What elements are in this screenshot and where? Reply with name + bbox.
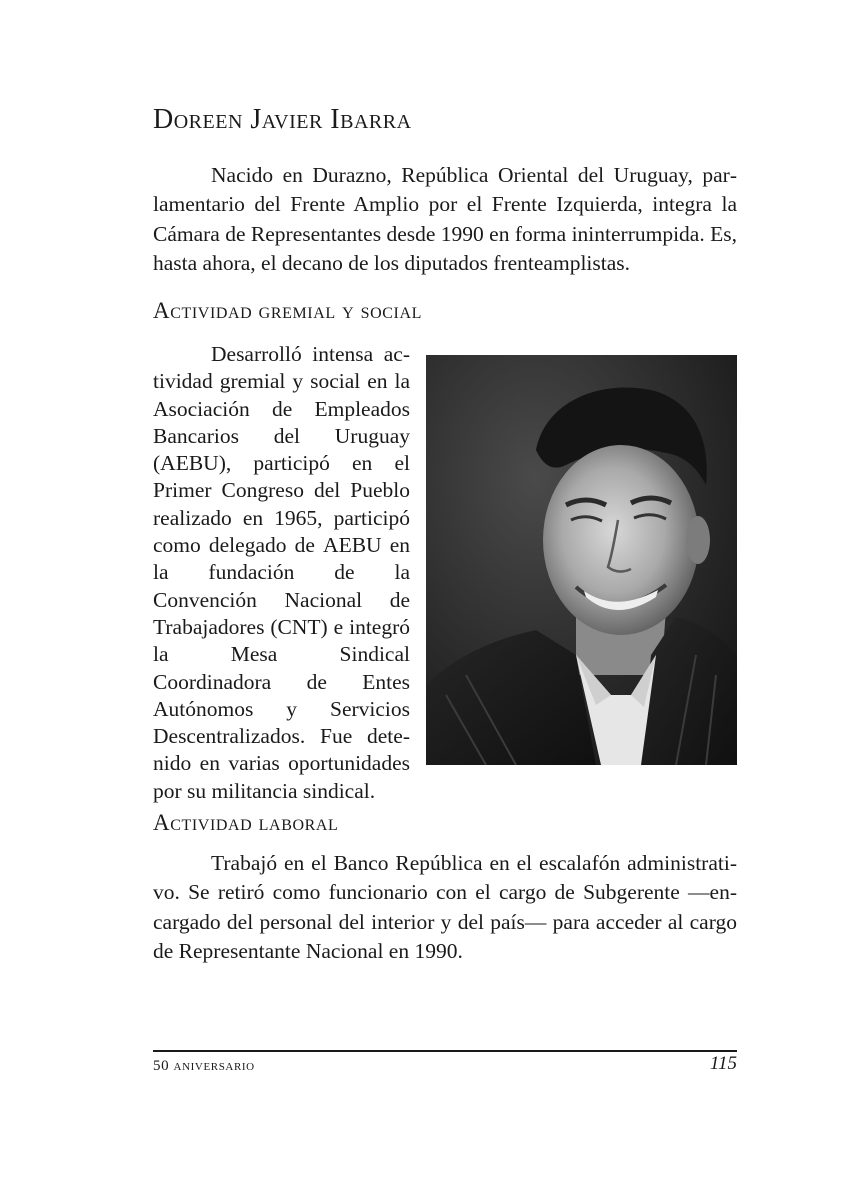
page-number: 115 xyxy=(709,1053,737,1074)
footer-divider xyxy=(153,1050,737,1052)
intro-paragraph: Nacido en Durazno, República Oriental del Uruguay, parlamentario del Frente Amplio por el Frente Izquierda, integra la Cámara de Representantes desde 1990 en forma ininterrumpida. Es, hasta ahora, el decano de los diputados frenteamplistas. xyxy=(153,163,737,276)
portrait-photo xyxy=(426,355,737,765)
gremial-acronym-cnt: CNT xyxy=(277,614,321,639)
section-heading-gremial: Actividad gremial y social xyxy=(153,298,422,323)
gremial-text-3: en la fundación de la Convención Nacional de Trabajadores ( xyxy=(153,533,410,639)
page-title: Doreen Javier Ibarra xyxy=(153,104,412,135)
gremial-acronym-aebu-2: AEBU xyxy=(323,533,382,558)
footer-running-title: 50 aniversario xyxy=(153,1058,255,1074)
gremial-text-1: Desarrolló intensa actividad gremial y social en la Asociación de Empleados Bancarios del Uruguay ( xyxy=(153,342,410,476)
section-heading-laboral: Actividad laboral xyxy=(153,810,339,835)
gremial-text-4: ) e integró la Mesa Sindical Coordinadora de Entes Autónomos y Servicios Descentralizados. Fue detenido en varias oportunidades por su militancia sindical. xyxy=(153,614,410,803)
laboral-paragraph: Trabajó en el Banco República en el escalafón administrativo. Se retiró como funcionario con el cargo de Subgerente —encargado del personal del interior y del país— para acceder al cargo de Representante Nacional en 1990. xyxy=(153,851,737,964)
gremial-acronym-aebu: AEBU xyxy=(160,451,219,476)
portrait-image xyxy=(426,355,737,765)
gremial-text-2: ), participó en el Primer Congreso del Pueblo realizado en 1965, participó como delegado de xyxy=(153,451,410,558)
gremial-paragraph xyxy=(153,341,410,805)
